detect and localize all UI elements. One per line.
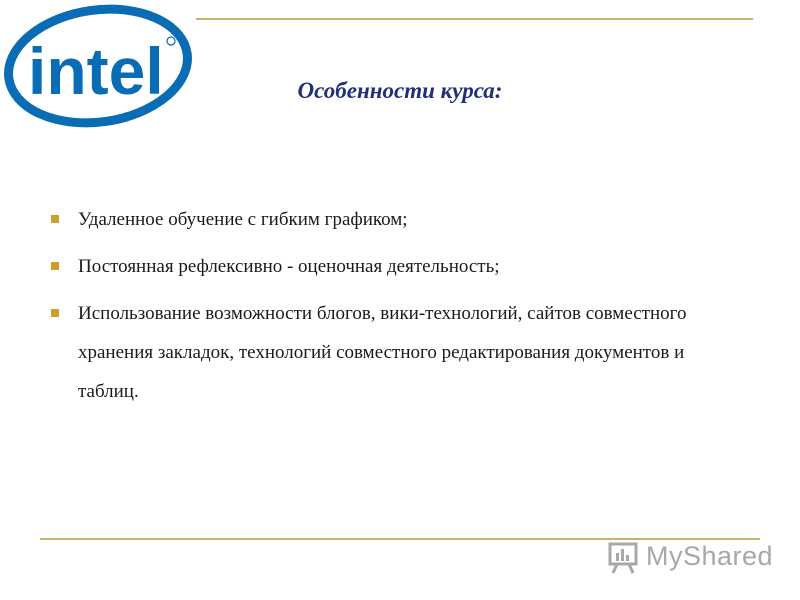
bullet-text: Постоянная рефлексивно - оценочная деятельность; [78, 256, 500, 277]
bullet-item [46, 200, 706, 239]
bullet-item [46, 247, 706, 286]
registered-mark-icon [167, 37, 175, 45]
square-bullet-icon [51, 262, 59, 270]
presentation-board-icon [606, 540, 642, 576]
bullet-item [46, 294, 706, 411]
square-bullet-icon [51, 309, 59, 317]
bullet-list [46, 200, 706, 419]
top-divider [196, 18, 753, 20]
intel-logo [2, 2, 194, 132]
slide-title: Особенности курса: [297, 78, 503, 103]
square-bullet-icon [51, 215, 59, 223]
bullet-text: Удаленное обучение с гибким графиком; [78, 209, 408, 230]
watermark-text: MyShared [646, 541, 774, 571]
bullet-text: Использование возможности блогов, вики-технологий, сайтов совместного хранения закладок, технологий совместного редактирования документов и таблиц. [78, 303, 687, 402]
myshared-watermark [606, 540, 774, 576]
intel-logo-wordmark: intel [28, 34, 164, 108]
